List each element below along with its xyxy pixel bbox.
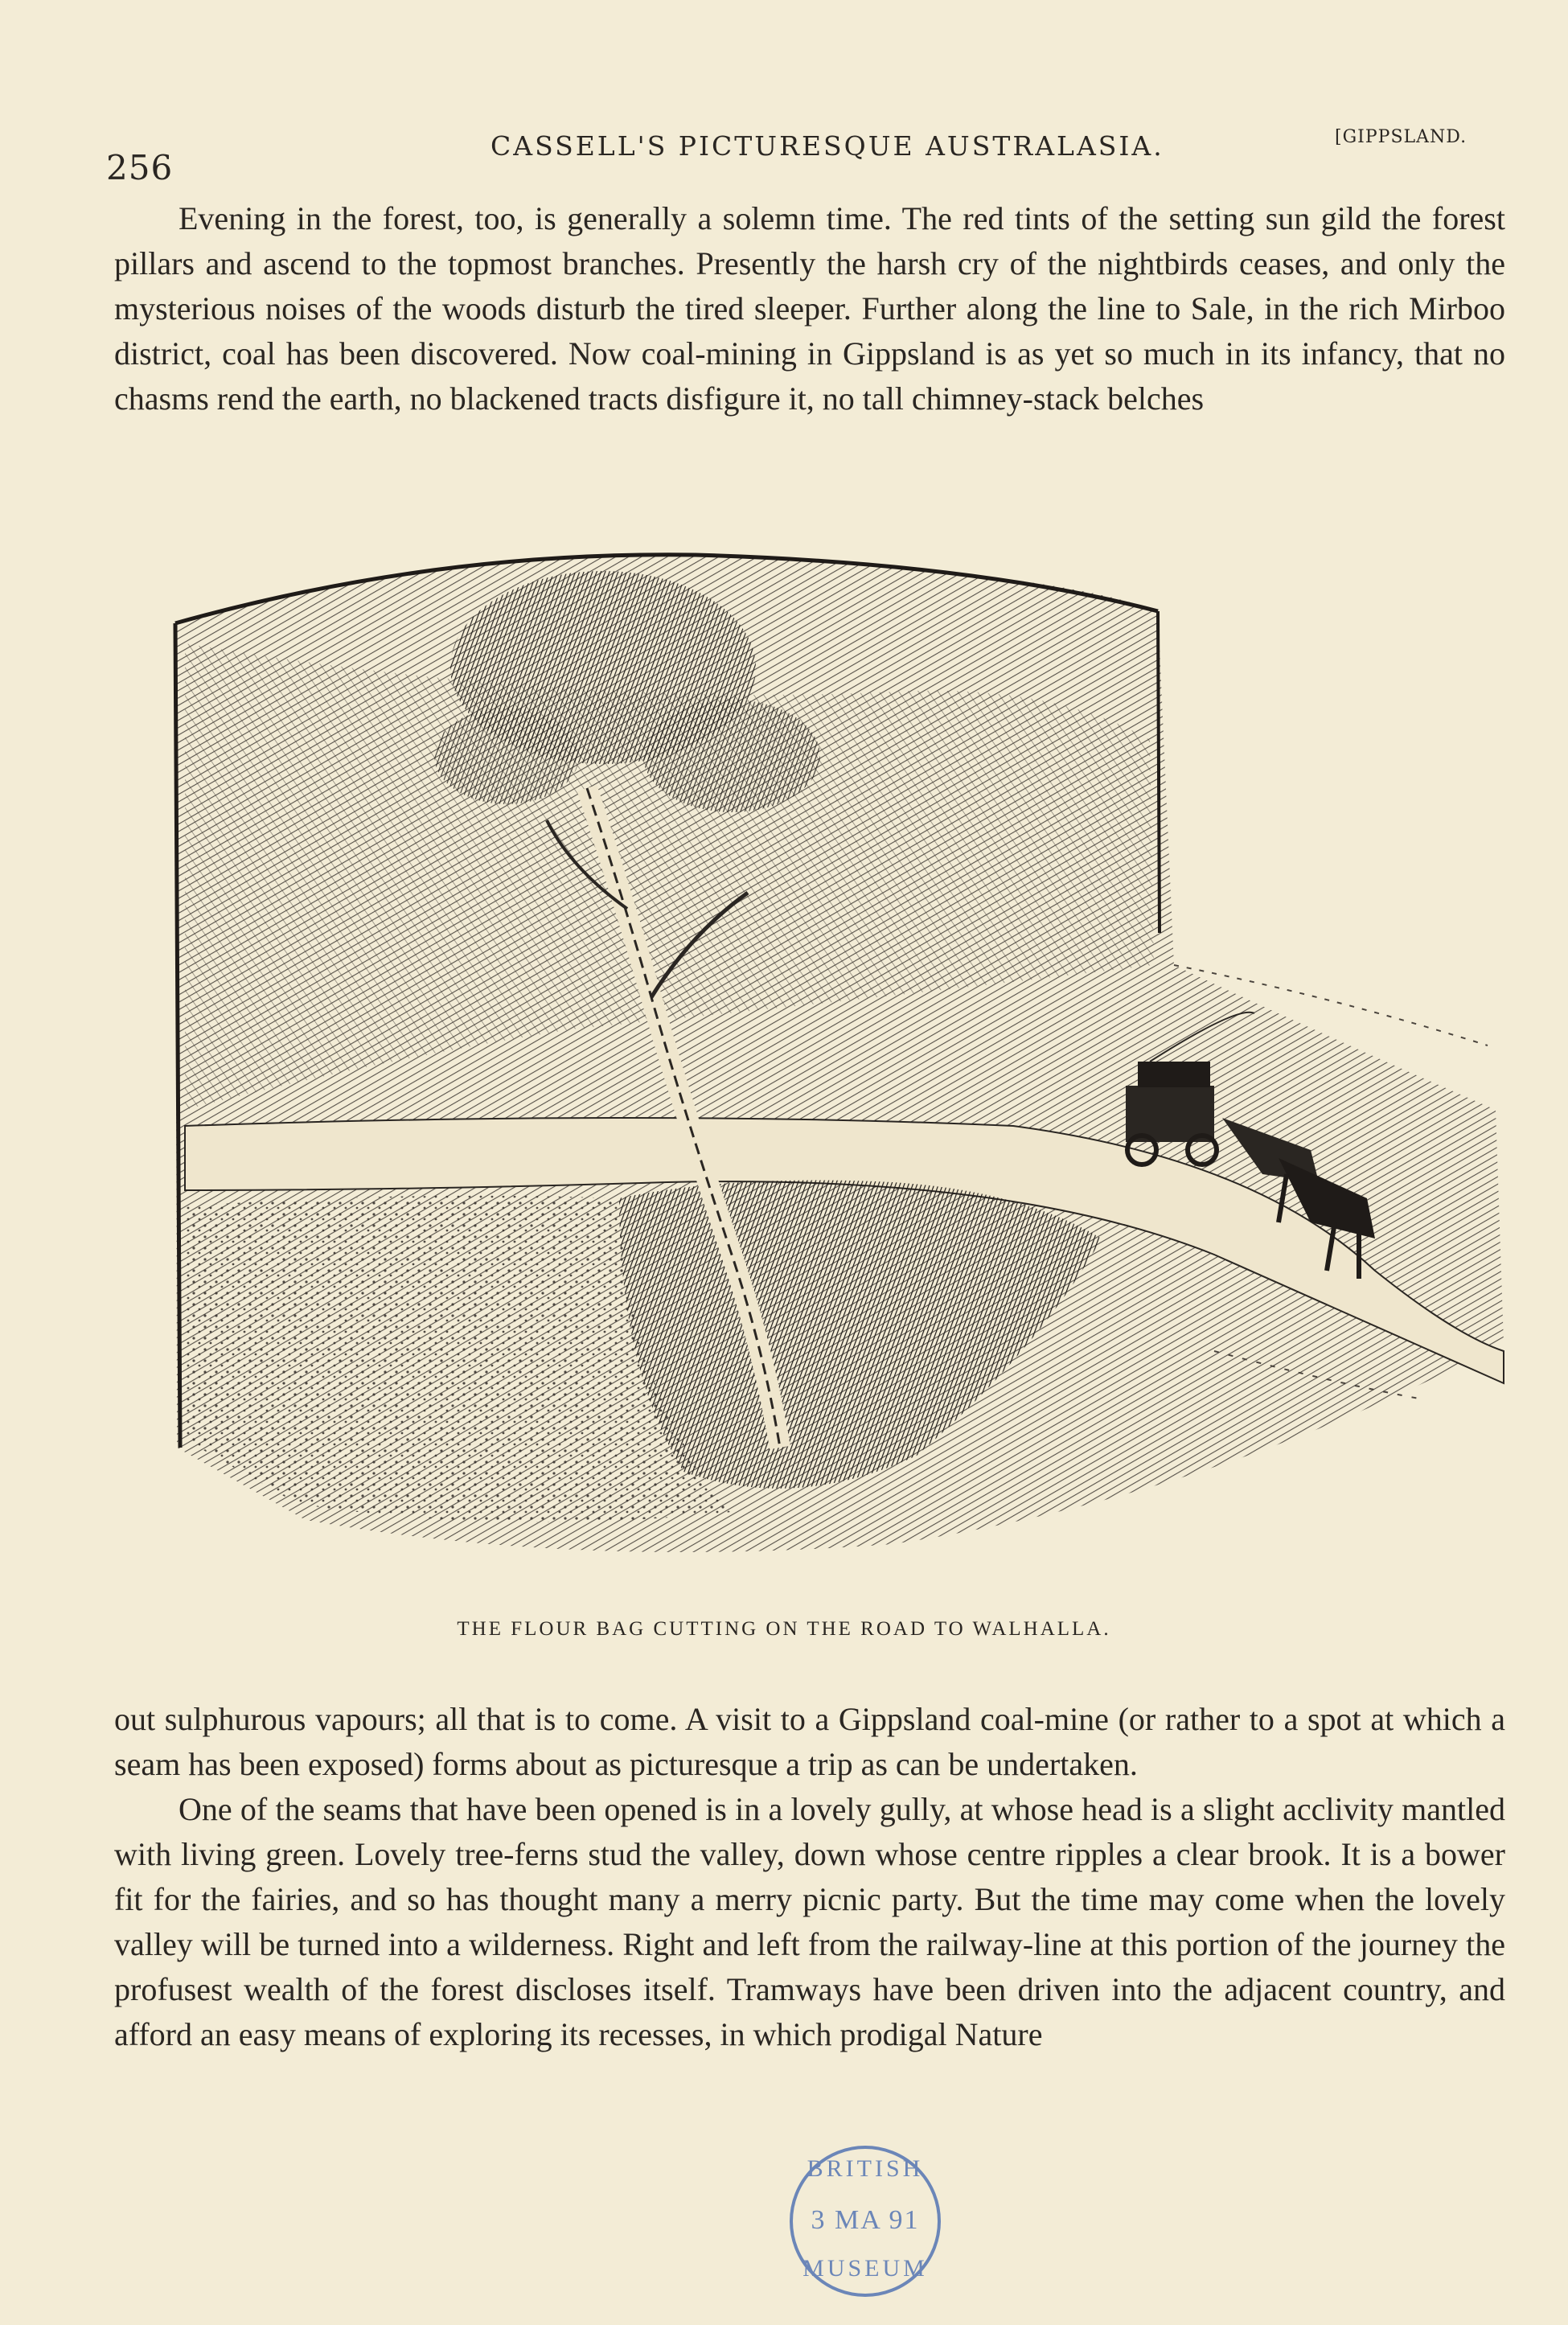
paragraph: One of the seams that have been opened is in a lovely gully, at whose head is a slight acclivity mantled with living green. Lovely tree-ferns stud the valley, down whose centre ripples a clear brook. It is a bower fit for the fairies, and so has thought many a merry picnic party. But the time may come when the lovely valley will be turned into a wilderness. Right and left from the railway-line at this portion of the journey the profusest wealth of the forest discloses itself. Tramways have been driven into the adjacent country, and afford an easy means of exploring its recesses, in which prodigal Nature	[114, 1791, 1505, 2052]
paragraph: Evening in the forest, too, is generally a solemn time. The red tints of the setting sun gild the forest pillars and ascend to the topmost branches. Presently the harsh cry of the nightbirds ceases, and only the mysterious noises of the woods disturb the tired sleeper. Further along the line to Sale, in the rich Mirboo district, coal has been discovered. Now coal-mining in Gippsland is as yet so much in its infancy, that no chasms rend the earth, no blackened tracts disfigure it, no tall chimney-stack belches	[114, 200, 1505, 417]
stamp-bottom-text: MUSEUM	[802, 2255, 928, 2282]
top-text-block	[114, 196, 1505, 421]
figure-caption: THE FLOUR BAG CUTTING ON THE ROAD TO WALHALLA.	[457, 1618, 1111, 1640]
engraving-illustration	[169, 547, 1520, 1584]
bottom-text-block	[114, 1697, 1505, 2057]
british-museum-stamp	[777, 2141, 954, 2302]
page-number: 256	[106, 148, 174, 187]
running-title: CASSELL'S PICTURESQUE AUSTRALASIA.	[491, 130, 1164, 162]
paragraph: out sulphurous vapours; all that is to come. A visit to a Gippsland coal-mine (or rather to a spot at which a seam has been exposed) forms about as picturesque a trip as can be undertaken.	[114, 1701, 1505, 1782]
section-tag: [GIPPSLAND.	[1335, 127, 1467, 147]
stamp-date: 3 MA 91	[811, 2205, 920, 2235]
stamp-top-text: BRITISH	[807, 2155, 924, 2182]
